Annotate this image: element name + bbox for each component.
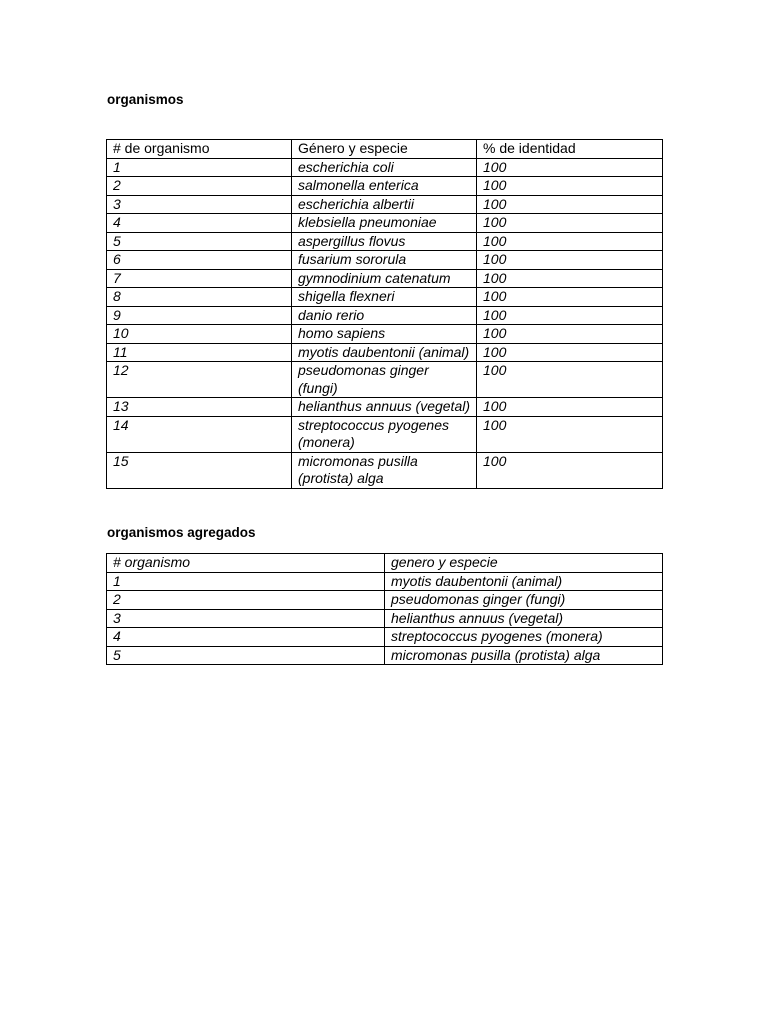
table-row — [107, 214, 663, 233]
header-cell-genus-species: genero y especie — [385, 554, 663, 573]
table-row — [107, 269, 663, 288]
cell-identity: 100 — [477, 195, 663, 214]
table-row — [107, 232, 663, 251]
table-header-row — [107, 140, 663, 159]
cell-genus-species: helianthus annuus (vegetal) — [385, 609, 663, 628]
table-row — [107, 572, 663, 591]
cell-number: 13 — [107, 398, 292, 417]
table-row — [107, 177, 663, 196]
cell-number: 4 — [107, 214, 292, 233]
cell-identity: 100 — [477, 177, 663, 196]
cell-identity: 100 — [477, 398, 663, 417]
table-row — [107, 398, 663, 417]
table-row — [107, 325, 663, 344]
cell-number: 3 — [107, 609, 385, 628]
cell-number: 8 — [107, 288, 292, 307]
cell-genus-species: aspergillus flovus — [292, 232, 477, 251]
cell-number: 5 — [107, 232, 292, 251]
cell-genus-species: micromonas pusilla (protista) alga — [385, 646, 663, 665]
cell-number: 15 — [107, 452, 292, 488]
table-row — [107, 251, 663, 270]
cell-number: 1 — [107, 572, 385, 591]
cell-identity: 100 — [477, 452, 663, 488]
cell-identity: 100 — [477, 343, 663, 362]
cell-genus-species: danio rerio — [292, 306, 477, 325]
cell-genus-species: pseudomonas ginger (fungi) — [385, 591, 663, 610]
cell-number: 1 — [107, 158, 292, 177]
cell-number: 3 — [107, 195, 292, 214]
header-cell-number: # organismo — [107, 554, 385, 573]
cell-genus-species: myotis daubentonii (animal) — [385, 572, 663, 591]
table-row — [107, 646, 663, 665]
cell-genus-species: pseudomonas ginger (fungi) — [292, 362, 477, 398]
table-header-row — [107, 554, 663, 573]
cell-number: 14 — [107, 416, 292, 452]
table-row — [107, 628, 663, 647]
cell-genus-species: micromonas pusilla (protista) alga — [292, 452, 477, 488]
cell-identity: 100 — [477, 232, 663, 251]
cell-identity: 100 — [477, 251, 663, 270]
cell-number: 10 — [107, 325, 292, 344]
cell-number: 2 — [107, 591, 385, 610]
cell-number: 12 — [107, 362, 292, 398]
table-row — [107, 452, 663, 488]
table-row — [107, 158, 663, 177]
table-row — [107, 306, 663, 325]
cell-genus-species: gymnodinium catenatum — [292, 269, 477, 288]
cell-identity: 100 — [477, 288, 663, 307]
header-cell-number: # de organismo — [107, 140, 292, 159]
cell-identity: 100 — [477, 269, 663, 288]
cell-identity: 100 — [477, 362, 663, 398]
cell-genus-species: escherichia albertii — [292, 195, 477, 214]
cell-number: 11 — [107, 343, 292, 362]
cell-genus-species: shigella flexneri — [292, 288, 477, 307]
cell-genus-species: myotis daubentonii (animal) — [292, 343, 477, 362]
cell-genus-species: streptococcus pyogenes (monera) — [385, 628, 663, 647]
table-row — [107, 591, 663, 610]
added-organisms-heading: organismos agregados — [107, 525, 256, 540]
cell-genus-species: klebsiella pneumoniae — [292, 214, 477, 233]
table-row — [107, 343, 663, 362]
cell-number: 5 — [107, 646, 385, 665]
cell-identity: 100 — [477, 214, 663, 233]
table-row — [107, 362, 663, 398]
cell-number: 4 — [107, 628, 385, 647]
cell-genus-species: homo sapiens — [292, 325, 477, 344]
cell-number: 2 — [107, 177, 292, 196]
cell-genus-species: streptococcus pyogenes (monera) — [292, 416, 477, 452]
cell-genus-species: helianthus annuus (vegetal) — [292, 398, 477, 417]
table-row — [107, 288, 663, 307]
cell-identity: 100 — [477, 306, 663, 325]
cell-genus-species: fusarium sororula — [292, 251, 477, 270]
cell-identity: 100 — [477, 325, 663, 344]
cell-genus-species: escherichia coli — [292, 158, 477, 177]
organisms-table — [106, 139, 663, 489]
added-organisms-table — [106, 553, 663, 665]
cell-number: 9 — [107, 306, 292, 325]
cell-identity: 100 — [477, 416, 663, 452]
header-cell-identity: % de identidad — [477, 140, 663, 159]
cell-identity: 100 — [477, 158, 663, 177]
table-row — [107, 609, 663, 628]
organisms-heading: organismos — [107, 92, 184, 107]
cell-genus-species: salmonella enterica — [292, 177, 477, 196]
table-row — [107, 195, 663, 214]
cell-number: 6 — [107, 251, 292, 270]
header-cell-genus-species: Género y especie — [292, 140, 477, 159]
table-row — [107, 416, 663, 452]
cell-number: 7 — [107, 269, 292, 288]
